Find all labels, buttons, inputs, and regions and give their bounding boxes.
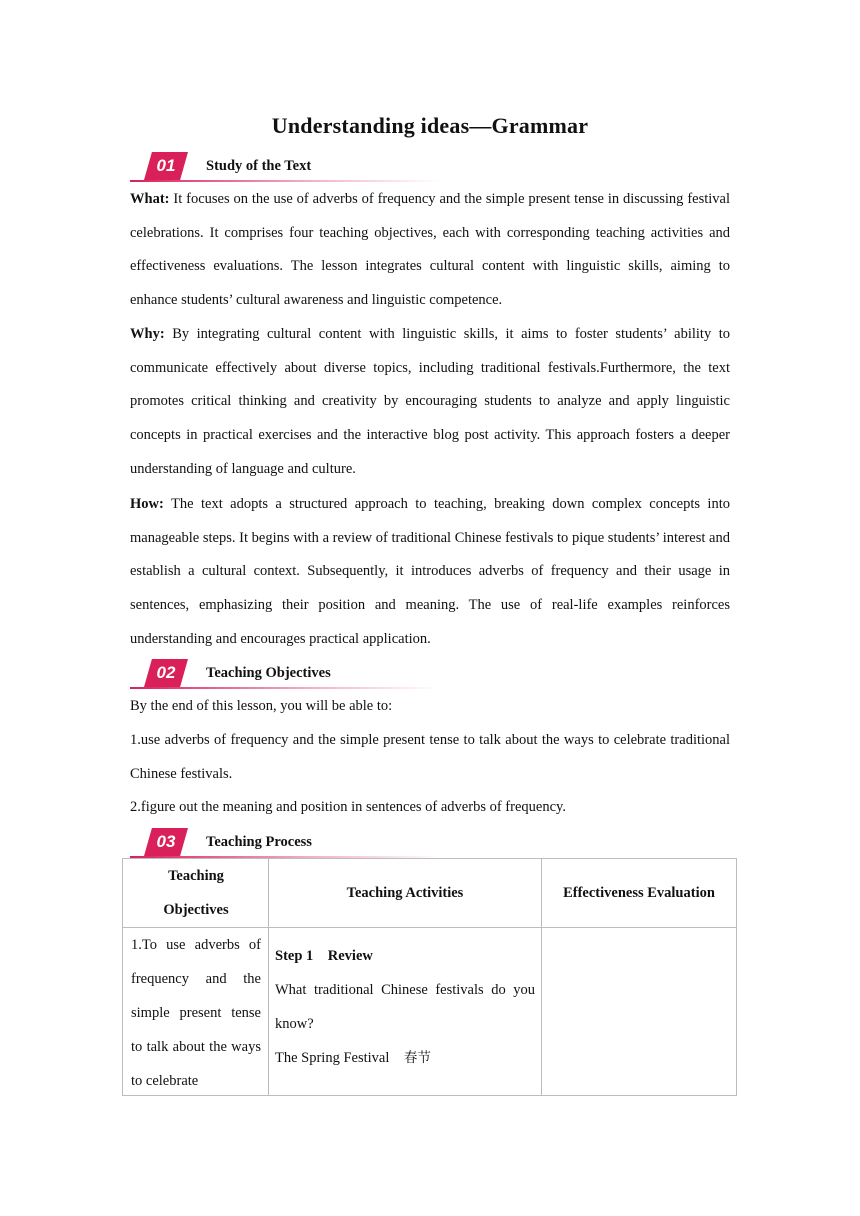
table-cell-activities	[275, 939, 535, 1075]
example-chinese: 春节	[403, 1050, 431, 1066]
section-divider	[130, 687, 440, 689]
section-number: 01	[156, 156, 176, 175]
how-label: How:	[130, 496, 164, 512]
teaching-process-table	[122, 858, 737, 1096]
table-cell-objective: 1.To use adverbs of frequency and the simple present tense to talk about the ways to celebrate	[131, 937, 261, 1089]
review-question: What traditional Chinese festivals do you know?	[275, 982, 535, 1032]
example-line	[275, 1041, 535, 1075]
example-english: The Spring Festival	[275, 1050, 390, 1066]
section-title: Teaching Objectives	[206, 665, 331, 681]
objectives-intro: By the end of this lesson, you will be able to:	[130, 698, 393, 714]
why-label: Why:	[130, 326, 165, 342]
section-number: 02	[156, 663, 176, 682]
how-paragraph	[130, 488, 730, 657]
table-header-evaluation: Effectiveness Evaluation	[563, 885, 715, 901]
section-number: 03	[156, 832, 176, 851]
table-header-objectives: Teaching Objectives	[163, 868, 229, 918]
why-paragraph	[130, 318, 730, 487]
section-title: Study of the Text	[206, 158, 312, 174]
what-label: What:	[130, 191, 170, 207]
section-header-process	[130, 828, 440, 860]
what-paragraph	[130, 183, 730, 318]
objective-item-1: 1.use adverbs of frequency and the simple present tense to talk about the ways to celebrate traditional Chinese festivals.	[130, 732, 730, 782]
section-header-study	[130, 152, 440, 184]
section-title: Teaching Process	[206, 834, 312, 850]
table-header-activities: Teaching Activities	[346, 885, 464, 901]
why-text: By integrating cultural content with linguistic skills, it aims to foster students’ ability to communicate effectively about diverse topics, including traditional festivals.Furthermore, the text promotes critical thinking and creativity by encouraging students to analyze and apply linguistic concepts in practical exercises and the interactive blog post activity. This approach fosters a deeper understanding of language and culture.	[130, 326, 731, 477]
step-label: Step 1 Review	[275, 948, 373, 964]
how-text: The text adopts a structured approach to teaching, breaking down complex concepts into manageable steps. It begins with a review of traditional Chinese festivals to pique students’ interest and establish a cultural context. Subsequently, it introduces adverbs of frequency and their usage in sentences, emphasizing their position and meaning. The use of real-life examples reinforces understanding and encourages practical application.	[130, 496, 730, 647]
section-header-objectives	[130, 659, 440, 691]
page-title: Understanding ideas—Grammar	[271, 113, 589, 138]
what-text: It focuses on the use of adverbs of frequency and the simple present tense in discussing festival celebrations. It comprises four teaching objectives, each with corresponding teaching activities and effectiveness evaluations. The lesson integrates cultural content with linguistic skills, aiming to enhance students’ cultural awareness and linguistic competence.	[130, 191, 730, 309]
objective-item-2: 2.figure out the meaning and position in sentences of adverbs of frequency.	[130, 799, 566, 815]
section-divider	[130, 180, 440, 182]
